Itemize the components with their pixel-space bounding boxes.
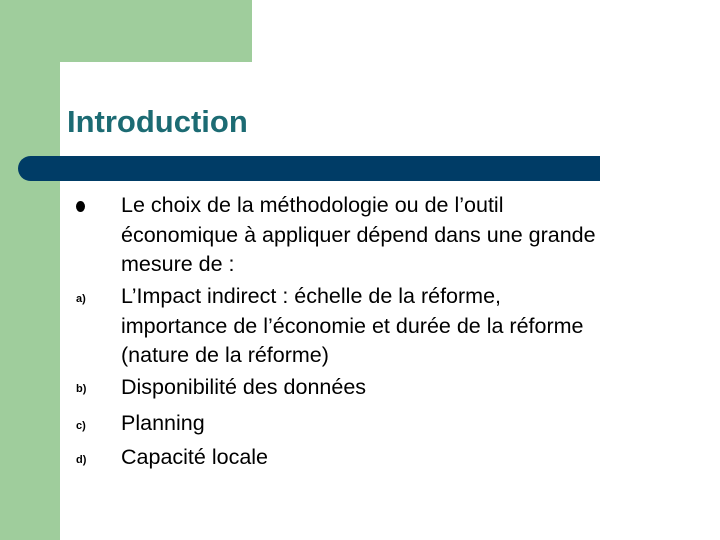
list-item-line: L’Impact indirect : échelle de la réforme, [121,284,502,308]
list-item-line: Planning [121,411,205,435]
list-item-text [121,191,681,280]
list-item-line: économique à appliquer dépend dans une grande [121,222,596,247]
list-item-line: Le choix de la méthodologie ou de l’outil [121,193,504,217]
list-marker: d) [76,454,87,466]
list-item-text [121,282,681,371]
decorative-rounded-corner [60,62,100,102]
list-item-line: importance de l’économie et durée de la réforme [121,313,584,338]
list-marker: b) [76,383,87,395]
list-item-line: (nature de la réforme) [121,343,329,367]
slide-title: Introduction [67,104,248,139]
list-item-line: Disponibilité des données [121,375,367,399]
title-underline-bar [18,156,600,181]
bullet-dot-icon [76,201,85,212]
list-item-text [121,409,681,439]
list-item-line: Capacité locale [121,445,269,469]
decorative-left-band [0,0,60,540]
list-marker: c) [76,420,86,432]
list-item-text [121,443,681,473]
list-marker: a) [76,293,86,305]
list-item-line: mesure de : [121,252,235,276]
list-item-text [121,373,681,403]
